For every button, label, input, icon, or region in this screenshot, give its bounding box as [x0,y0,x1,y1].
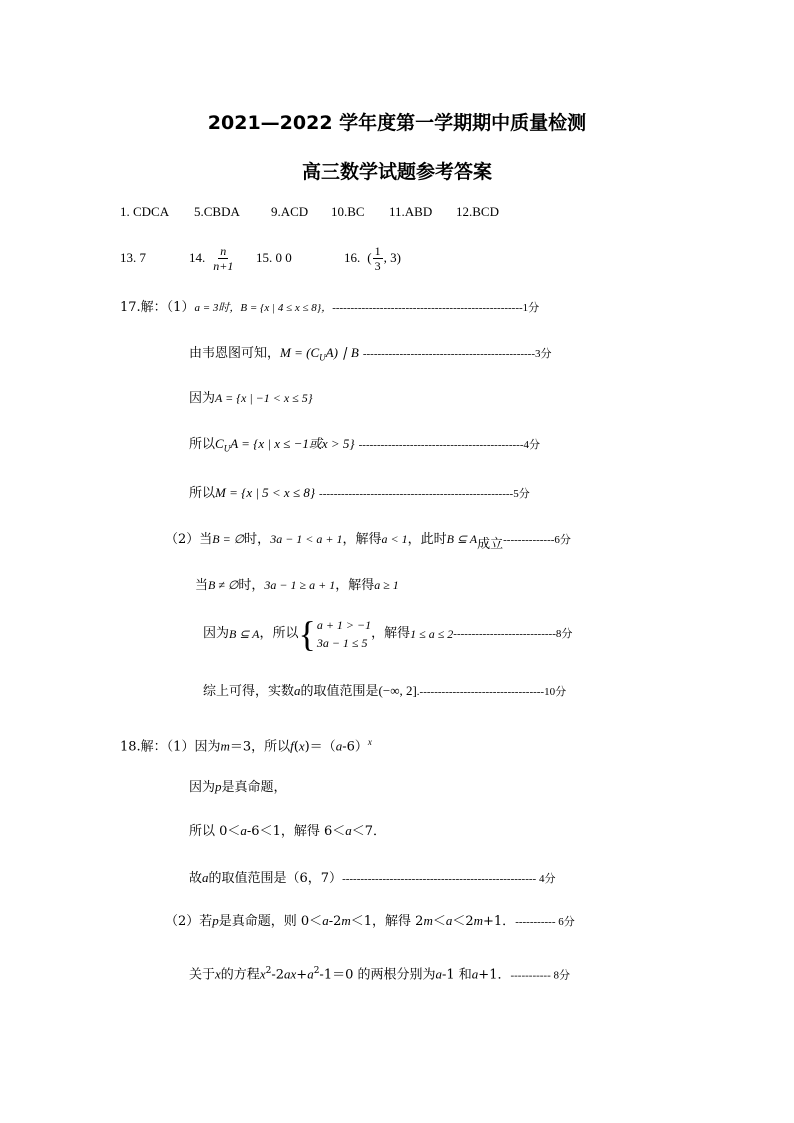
q17-l9-a: 综上可得，实数 [203,684,295,699]
q17-l7-m1: B ≠ ∅ [208,578,239,592]
q17-l4-math2: A = {x | x ≤ −1或x > 5} [230,436,355,451]
q18-l6-m5: a [435,966,442,982]
q18-line-3 [189,822,386,841]
page-title: 2021—2022 学年度第一学期期中质量检测 [207,112,587,134]
answer-1-4: 1. CDCA [120,204,170,219]
answer-16 [344,236,401,280]
q18-l1-d: )＝（ [304,739,336,755]
answer-16-rest: , 3) [383,250,401,265]
answer-15: 15. 0 0 [256,250,292,265]
q18-l5-m5: a [445,913,453,928]
answer-12: 12.BCD [456,204,499,219]
answer-5-8: 5.CBDA [194,204,240,219]
fraction-denominator: 3 [374,258,381,273]
q18-l5-d: ＜1，解得 2 [350,914,424,929]
q17-line-8 [203,614,572,654]
q18-l1-e: -6） [342,739,368,755]
q18-l6-e: -1＝0 的两根分别为 [319,967,436,983]
q18-l6-m6: a [471,966,479,982]
answer-16-label: 16. [344,250,361,265]
q18-l4-m: a [202,870,209,885]
q17-l2-sub: U [319,352,326,363]
page-subtitle: 高三数学试题参考答案 [301,161,492,183]
q17-line-3 [189,389,313,408]
answer-9: 9.ACD [271,204,309,219]
score-leader: --------------6分 [503,534,571,546]
score-leader: .----------------------------------10分 [416,686,567,698]
q17-l6-m1: B = ∅ [212,532,245,546]
q17-l4-math: C [215,436,224,451]
q17-l8-a: 因为 [203,626,230,641]
q18-l6-g: +1． [478,967,511,983]
q17-l4-text: 所以 [189,437,216,452]
q17-l2-text: 由韦恩图可知， [189,346,281,361]
q17-line-6 [165,530,571,552]
q18-line-2 [189,778,287,797]
q18-l5-m1: p [212,913,219,928]
q17-l3-text: 因为 [189,391,216,406]
q17-l6-a: （2）当 [165,532,213,547]
q18-l2-b: 是真命题， [221,780,287,795]
q18-l5-f: ＜2 [452,914,474,929]
q17-head: 17.解：（1） [120,300,195,315]
q17-line-7 [195,576,399,595]
score-leader: -----------------------------------------------3分 [362,348,552,360]
q17-l6-c: ，解得 [342,532,382,547]
q17-l9-m2: (−∞, 2] [378,683,417,698]
q17-l9-b: 的取值范围是 [300,684,379,699]
score-leader: ----------- 8分 [510,969,571,982]
q18-l1-b: ＝3，所以 [229,739,291,755]
q18-l1-m4: a [335,738,343,754]
q17-line-1 [120,299,539,317]
system-line-2: 3a − 1 ≤ 5 [316,636,368,650]
score-leader: -----------------------------------------------------5分 [319,488,530,500]
q18-l3-b: -6＜1，解得 6＜ [246,824,346,839]
q18-line-4 [189,869,555,888]
q18-l5-m6: m [473,913,484,928]
q18-l5-c: -2 [328,914,342,929]
q17-l2-math: M = (C [280,345,320,360]
q18-head: 18.解：（1）因为 [120,739,221,755]
score-leader: ----------- 6分 [515,916,575,928]
answer-14-fraction [213,244,233,273]
q18-l6-d: + [296,967,308,983]
q18-l2-m: p [215,779,222,794]
q18-line-1 [120,733,372,756]
q17-l7-c: ，解得 [335,578,375,593]
q17-l3-math: A = {x | −1 < x ≤ 5} [215,391,313,405]
q18-l1-m2: f [290,738,294,754]
q17-l6-m4: B ⊆ A [446,532,478,546]
q18-l5-e: ＜ [432,914,446,929]
q18-l5-m4: m [423,913,433,928]
answer-16-open: ( [367,250,372,265]
answer-16-fraction [373,244,383,273]
q18-l5-g: +1． [483,914,516,929]
q18-line-5 [165,912,575,931]
score-leader: ----------------------------8分 [453,628,573,640]
q18-l6-m2: x [259,966,266,982]
q17-l1-math: a = 3时，B = {x | 4 ≤ x ≤ 8}， [194,302,333,314]
q18-l6-m4: a [307,966,314,982]
q17-l6-e: 成立 [477,537,504,552]
answer-14 [189,236,236,280]
answer-13: 13. 7 [120,250,146,265]
q17-line-2 [189,344,552,367]
q17-l8-m2: 1 ≤ a ≤ 2 [410,627,454,641]
equation-system [299,616,372,652]
system-line-1: a + 1 > −1 [316,618,372,632]
q17-l5-math: M = {x | 5 < x ≤ 8} [215,485,316,500]
q17-l8-c: ，解得 [371,626,411,641]
q18-l1-m1: m [220,738,230,754]
score-leader: ----------------------------------------------------- 4分 [342,873,556,885]
q18-l1-sup: x [367,737,372,747]
q17-l7-m3: a ≥ 1 [374,578,399,592]
q18-l6-b: 的方程 [220,967,260,983]
q17-line-5 [189,484,530,503]
q18-l6-a: 关于 [189,967,216,983]
q18-l3-c: ＜7． [351,824,387,839]
q17-l6-b: 时， [244,532,271,547]
q17-l5-text: 所以 [189,486,216,501]
q18-l6-s2: 2 [313,966,320,976]
answer-14-label: 14. [189,250,206,265]
q18-l5-m3: m [341,913,351,928]
fraction-numerator: n [220,243,227,258]
q17-l7-a: 当 [195,578,209,593]
q18-l2-a: 因为 [189,780,216,795]
left-brace-icon: { [298,614,316,654]
q18-l3-a: 所以 0＜ [189,824,241,839]
q18-l6-m3: ax [284,966,297,982]
q18-l1-c: ( [293,739,299,755]
q17-l9-m1: a [294,683,301,698]
q17-l2-math2: A) ∣ B [325,345,359,360]
q17-l7-b: 时， [238,578,265,593]
q17-l8-b: ，所以 [259,626,299,641]
score-leader: ----------------------------------------------------1分 [332,302,540,314]
answer-10: 10.BC [331,204,365,219]
q18-l6-c: -2 [271,967,284,983]
q18-line-6 [189,962,570,984]
q18-l5-m2: a [322,913,329,928]
q18-l6-f: -1 和 [442,967,472,983]
q18-l1-m3: x [298,738,305,754]
answer-11: 11.ABD [389,204,433,219]
q18-l6-m1: x [215,966,221,982]
fraction-denominator: n+1 [213,258,234,273]
score-leader: ---------------------------------------------4分 [358,439,540,451]
q17-l6-m3: a < 1 [381,532,408,546]
q18-l5-b: 是真命题，则 0＜ [218,914,323,929]
q18-l3-m1: a [240,823,247,838]
q17-l6-d: ，此时 [407,532,447,547]
q18-l6-s1: 2 [265,966,272,976]
q18-l4-a: 故 [189,871,203,886]
fraction-numerator: 1 [374,243,381,258]
q18-l4-b: 的取值范围是（6，7） [208,871,343,886]
q18-l5-a: （2）若 [165,914,213,929]
system-lines [317,616,371,652]
q18-l3-m2: a [345,823,352,838]
q17-l6-m2: 3a − 1 < a + 1 [270,532,343,546]
q17-l8-m1: B ⊆ A [229,627,260,641]
q17-l7-m2: 3a − 1 ≥ a + 1 [264,578,336,592]
q17-line-4 [189,435,540,458]
q17-line-9 [203,682,566,701]
q17-l4-sub: U [223,443,231,454]
